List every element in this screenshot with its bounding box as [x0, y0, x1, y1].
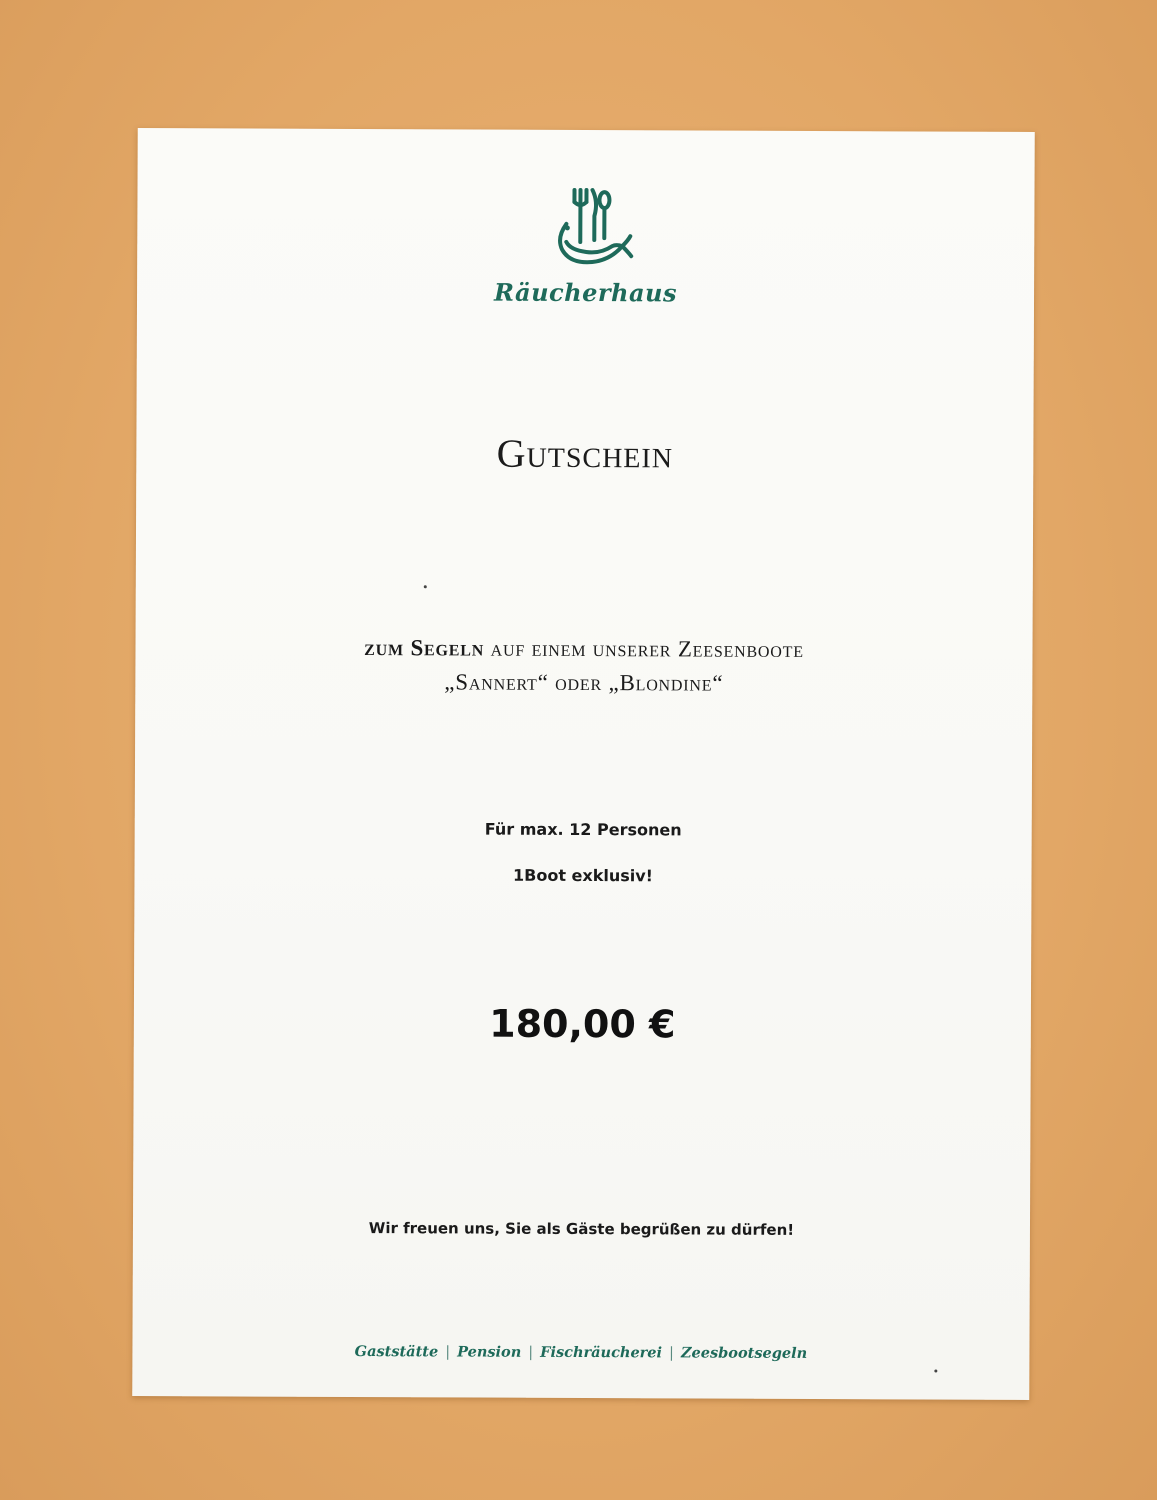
voucher-title: Gutschein	[496, 430, 674, 477]
boat-exclusive-text: 1Boot exklusiv!	[512, 865, 654, 886]
footer-separator: |	[669, 1345, 674, 1362]
subtitle-rest-text: auf einem unserer Zeesenboote	[490, 635, 804, 662]
paper-speck	[934, 1370, 937, 1373]
footer	[132, 1342, 1029, 1363]
closing-text: Wir freuen uns, Sie als Gäste begrüßen zu dürfen!	[368, 1219, 795, 1239]
subtitle-line-2: „Sannert“ oder „Blondine“	[444, 669, 724, 696]
footer-item-zeesbootsegeln: Zeesbootsegeln	[680, 1344, 808, 1362]
logo	[137, 180, 1035, 309]
price: 180,00 €	[489, 1001, 676, 1047]
footer-separator: |	[528, 1344, 534, 1361]
footer-item-pension: Pension	[457, 1343, 522, 1361]
voucher-subtitle	[135, 630, 1032, 702]
footer-item-gaststaette: Gaststätte	[354, 1343, 439, 1361]
footer-item-fischraeucherei: Fischräucherei	[540, 1343, 663, 1362]
fish-with-cutlery-logo-icon	[536, 182, 636, 282]
paper-speck	[424, 585, 427, 588]
subtitle-line-1	[135, 630, 1032, 668]
footer-separator: |	[445, 1344, 451, 1361]
subtitle-bold-text: zum Segeln	[364, 635, 485, 661]
persons-text: Für max. 12 Personen	[484, 819, 682, 840]
logo-wordmark: Räucherhaus	[494, 277, 678, 308]
voucher-paper	[132, 128, 1035, 1400]
